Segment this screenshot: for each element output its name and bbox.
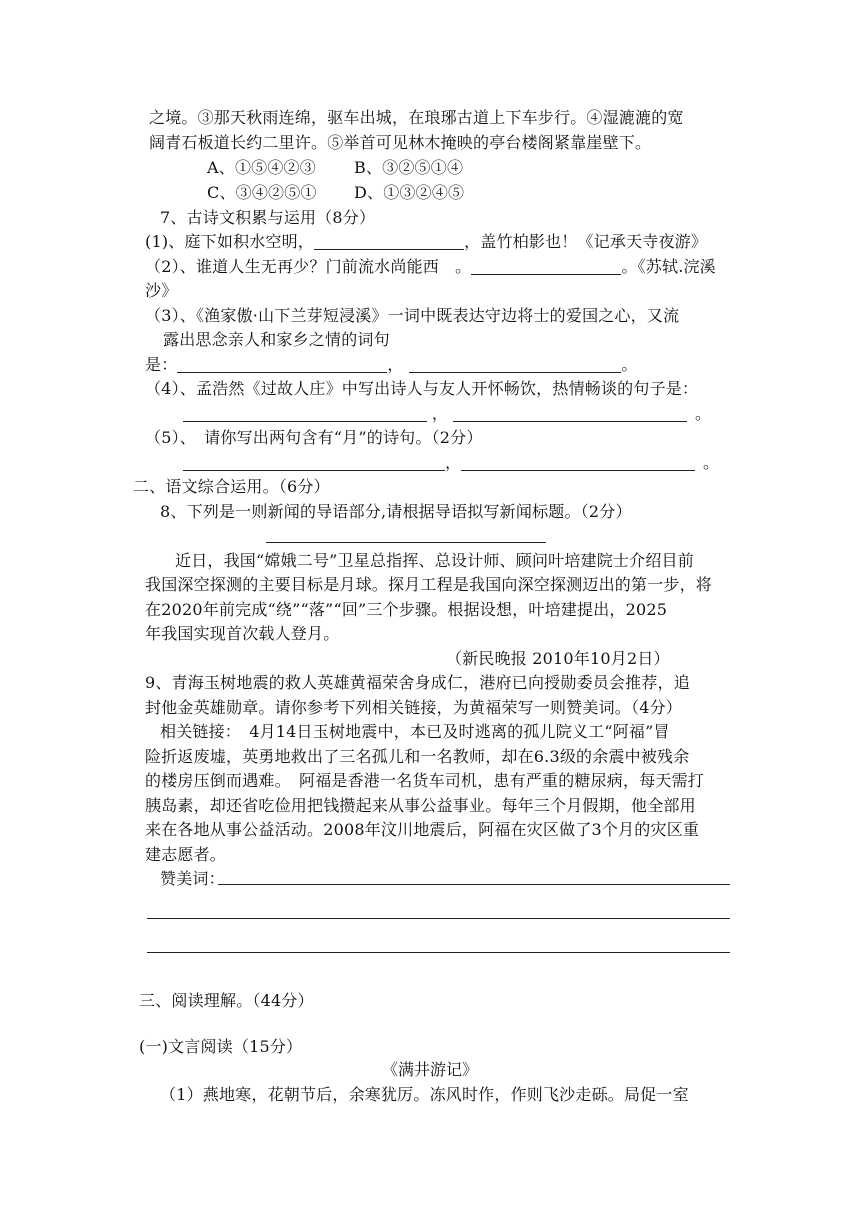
q8-text-line-2: 我国深空探测的主要目标是月球。探月工程是我国向深空探测迈出的第一步，将 <box>145 575 713 594</box>
q8-title: 8、下列是一则新闻的导语部分,请根据导语拟写新闻标题。（2分） <box>160 502 632 521</box>
q7-s3-period: 。 <box>621 355 638 374</box>
q6-option-b: B、③②⑤①④ <box>354 158 464 177</box>
q7-s3-answer-line <box>145 353 638 377</box>
praise-label: 赞美词： <box>160 869 225 888</box>
q7-s4-answer-line <box>183 402 711 426</box>
q9-link-line-6: 建志愿者。 <box>145 845 227 864</box>
q9-link-line-1: 相关链接： 4月14日玉树地震中，本已及时逃离的孤儿院义工“阿福”冒 <box>160 722 670 741</box>
q6-option-d: D、①③②④⑤ <box>354 183 465 202</box>
q7-s5-comma: ， <box>445 453 462 472</box>
section-3-title: 三、阅读理解。（44分） <box>139 991 314 1010</box>
praise-answer-line-3[interactable] <box>147 952 730 953</box>
q7-s3-line-1: （3）、《渔家傲·山下兰芽短浸溪》一词中既表达守边将士的爱国之心，又流 <box>145 306 680 325</box>
praise-answer-line-1[interactable] <box>218 884 730 885</box>
q9-link-line-2: 险折返废墟，英勇地救出了三名孤儿和一名教师，却在6.3级的余震中被残余 <box>145 747 690 766</box>
q7-s4-blank-2[interactable] <box>453 403 687 422</box>
q8-text-line-4: 年我国实现首次载人登月。 <box>145 624 340 643</box>
q6-option-c: C、③④②⑤① <box>207 183 317 202</box>
article-paragraph-1: （1）燕地寒，花朝节后，余寒犹厉。冻风时作，作则飞沙走砾。局促一室 <box>160 1085 689 1104</box>
q7-s4-period: 。 <box>695 404 712 423</box>
q7-sentence-1 <box>145 230 707 254</box>
q7-s3-line-2: 露出思念亲人和家乡之情的词句 <box>163 330 390 349</box>
q9-link-line-4: 胰岛素，却还省吃俭用把钱攒起来从事公益事业。每年三个月假期，他全部用 <box>145 796 696 815</box>
q7-s2-prefix: （2）、谁道人生无再少？门前流水尚能西 。 <box>145 257 472 276</box>
q8-text-line-3: 在2020年前完成“绕”“落”“回”三个步骤。根据设想，叶培建提出，2025 <box>145 600 668 619</box>
q7-s5-period: 。 <box>703 453 720 472</box>
q6-option-a: A、①⑤④②③ <box>207 158 316 177</box>
section-3-subsection-1: (一)文言阅读（15分） <box>139 1037 303 1056</box>
q7-sentence-4: （4）、孟浩然《过故人庄》中写出诗人与友人开怀畅饮，热情畅谈的句子是： <box>145 379 699 398</box>
q9-line-2: 封他金英雄勋章。请你参考下列相关链接，为黄福荣写一则赞美词。（4分） <box>145 698 682 717</box>
q7-s1-suffix: ，盖竹柏影也！《记承天寺夜游》 <box>464 232 708 251</box>
q7-s3-blank-1[interactable] <box>177 354 387 373</box>
q8-headline-blank[interactable] <box>266 542 546 543</box>
q9-link-line-3: 的楼房压倒而遇难。 阿福是香港一名货车司机，患有严重的糖尿病，每天需打 <box>145 771 705 790</box>
q7-s3-is-label: 是： <box>145 355 178 374</box>
article-title: 《满井游记》 <box>381 1060 478 1079</box>
q7-s1-answer-blank[interactable] <box>314 231 464 250</box>
section-2-title: 二、语文综合运用。（6分） <box>133 477 330 496</box>
q7-title: 7、古诗文积累与运用（8分） <box>160 208 376 227</box>
q9-link-line-5: 来在各地从事公益活动。2008年汶川地震后，阿福在灾区做了3个月的灾区重 <box>145 820 700 839</box>
q8-source: （新民晚报 2010年10月2日） <box>446 649 670 668</box>
q7-sentence-2 <box>145 255 716 279</box>
praise-answer-line-2[interactable] <box>147 918 730 919</box>
q7-sentence-2-cont: 沙》 <box>145 281 178 300</box>
q7-s1-prefix: (1)、庭下如积水空明， <box>145 232 315 251</box>
q7-s5-blank-2[interactable] <box>461 452 695 471</box>
q7-s2-suffix: 。《苏轼.浣溪 <box>621 257 716 276</box>
q8-text-line-1: 近日，我国“嫦娥二号”卫星总指挥、总设计师、顾问叶培建院士介绍目前 <box>175 551 694 570</box>
q7-s5-blank-1[interactable] <box>183 452 445 471</box>
q6-line-1: 之境。③那天秋雨连绵，驱车出城，在琅琊古道上下车步行。④湿漉漉的宽 <box>149 108 684 127</box>
q6-line-2: 阔青石板道长约二里许。⑤举首可见林木掩映的亭台楼阁紧靠崖壁下。 <box>149 133 652 152</box>
q7-s2-answer-blank[interactable] <box>471 256 621 275</box>
q7-s4-blank-1[interactable] <box>183 403 427 422</box>
q7-s5-answer-line <box>183 451 719 475</box>
q9-line-1: 9、青海玉树地震的救人英雄黄福荣舍身成仁，港府已向授勋委员会推荐，追 <box>145 673 690 692</box>
q7-s3-blank-2[interactable] <box>409 354 621 373</box>
q7-sentence-5: （5）、 请你写出两句含有“月”的诗句。（2分） <box>145 428 483 447</box>
q7-s3-comma: ， <box>387 355 404 374</box>
q7-s4-comma: ， <box>431 404 449 423</box>
